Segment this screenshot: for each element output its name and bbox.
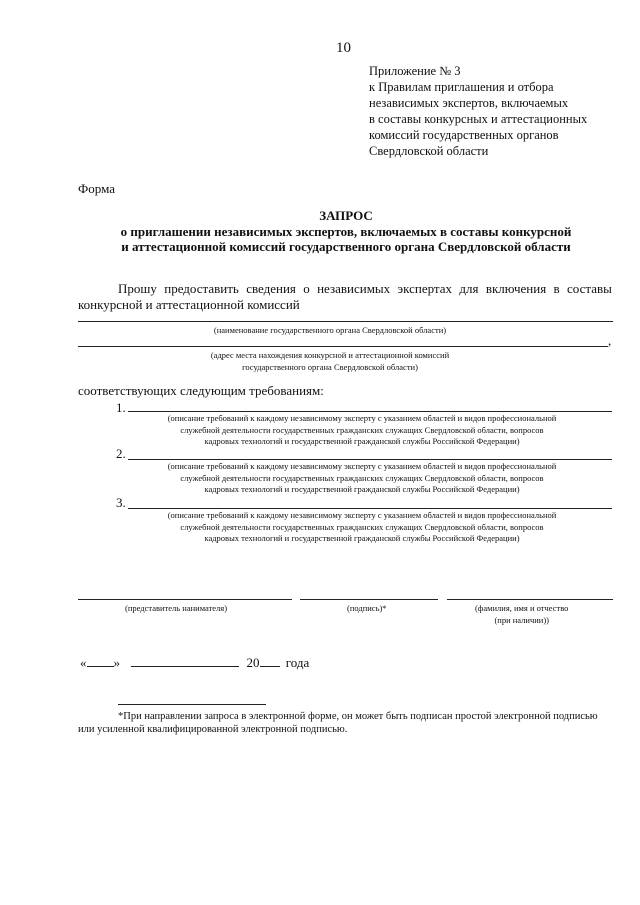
requirement-caption-line: служебной деятельности государственных гражданских служащих Свердловской области, вопросов <box>180 472 544 483</box>
request-word: сведения <box>246 281 296 296</box>
footnote-line: *При направлении запроса в электронной форме, он может быть подписан простой электронной подписью <box>118 711 598 722</box>
requirement-caption-line: (описание требований к каждому независимому эксперту с указанием областей и видов профессиональной <box>167 413 557 423</box>
date-close-quote: » <box>113 655 120 670</box>
requirement-field-line[interactable] <box>128 459 612 460</box>
footnote <box>78 710 618 736</box>
request-text-line: конкурсной и аттестационной комиссий <box>78 297 300 312</box>
address-caption-line: государственного органа Свердловской области) <box>242 361 418 372</box>
requirement-number: 2. <box>116 446 126 461</box>
requirement-caption-line: служебной деятельности государственных гражданских служащих Свердловской области, вопросов <box>180 424 544 435</box>
appendix-line: Свердловской области <box>369 144 489 158</box>
requirement-field-line[interactable] <box>128 508 612 509</box>
address-caption-line: (адрес места нахождения конкурсной и аттестационной комиссий <box>210 350 450 360</box>
requirement-number: 1. <box>116 400 126 415</box>
requirement-caption <box>132 510 592 545</box>
full-name-field-line[interactable] <box>447 599 613 600</box>
requirement-caption-line: кадровых технологий и государственной гражданской службы Российской Федерации) <box>204 533 520 543</box>
full-name-caption-line: (фамилия, имя и отчество <box>475 603 569 613</box>
request-word: экспертах <box>397 281 453 296</box>
document-subtitle-line: и аттестационной комиссий государственного органа Свердловской области <box>121 239 571 254</box>
day-field[interactable] <box>87 654 114 667</box>
document-subtitle-line: о приглашении независимых экспертов, включаемых в составы конкурсной <box>120 224 572 239</box>
month-field[interactable] <box>131 654 239 667</box>
appendix-line: комиссий государственных органов <box>369 128 559 142</box>
requirement-number: 3. <box>116 495 126 510</box>
requirement-caption-line: служебной деятельности государственных гражданских служащих Свердловской области, вопросов <box>180 521 544 532</box>
request-word: включения <box>485 281 547 296</box>
requirement-caption-line: кадровых технологий и государственной гражданской службы Российской Федерации) <box>204 436 520 446</box>
requirement-caption <box>132 461 592 496</box>
footnote-separator <box>118 704 266 705</box>
requirement-caption <box>132 413 592 448</box>
page-number: 10 <box>336 40 351 56</box>
requirement-caption-line: (описание требований к каждому независимому эксперту с указанием областей и видов профессиональной <box>167 461 557 471</box>
address-caption <box>120 350 540 373</box>
year-prefix: 20 <box>246 655 260 670</box>
request-word: составы <box>567 281 612 296</box>
appendix-line: независимых экспертов, включаемых <box>369 96 569 110</box>
request-word: для <box>459 281 479 296</box>
representative-caption: (представитель нанимателя) <box>125 603 228 613</box>
request-word: независимых <box>317 281 391 296</box>
request-word: предоставить <box>164 281 239 296</box>
requirements-intro: соответствующих следующим требованиям: <box>78 383 324 398</box>
form-label: Форма <box>78 181 115 196</box>
requirement-caption-line: кадровых технологий и государственной гражданской службы Российской Федерации) <box>204 484 520 494</box>
footnote-line: или усиленной квалифицированной электронной подписью. <box>78 724 348 735</box>
request-word: о <box>303 281 310 296</box>
date-line <box>80 654 309 671</box>
year-field[interactable] <box>260 654 280 667</box>
appendix-line: к Правилам приглашения и отбора <box>369 80 554 94</box>
appendix-header <box>369 63 587 159</box>
signature-field-line[interactable] <box>300 599 438 600</box>
full-name-caption-line: (при наличии)) <box>494 614 549 625</box>
signature-caption: (подпись)* <box>347 603 387 613</box>
appendix-line: в составы конкурсных и аттестационных <box>369 112 588 126</box>
org-name-field-line[interactable] <box>78 321 613 322</box>
request-word: Прошу <box>118 281 157 296</box>
full-name-caption <box>475 603 568 626</box>
requirement-caption-line: (описание требований к каждому независимому эксперту с указанием областей и видов профессиональной <box>167 510 557 520</box>
request-text-line <box>118 281 612 297</box>
comma: , <box>608 333 612 348</box>
appendix-line: Приложение № 3 <box>369 64 461 78</box>
requirement-field-line[interactable] <box>128 411 612 412</box>
year-suffix: года <box>285 655 310 670</box>
date-open-quote: « <box>80 655 87 670</box>
document-title: ЗАПРОС <box>319 208 373 223</box>
representative-field-line[interactable] <box>78 599 292 600</box>
address-field-line[interactable] <box>78 346 608 347</box>
request-word: в <box>553 281 560 296</box>
org-name-caption: (наименование государственного органа Свердловской области) <box>213 325 447 335</box>
